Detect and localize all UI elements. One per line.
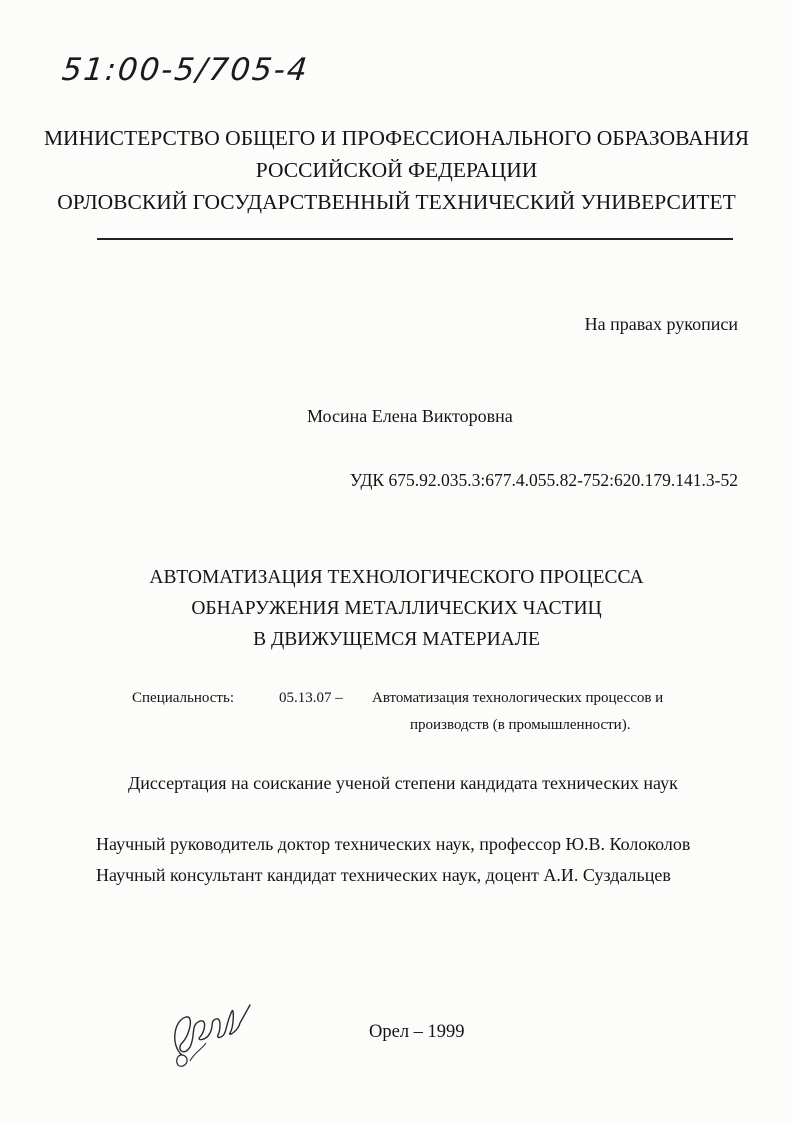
university-name: ОРЛОВСКИЙ ГОСУДАРСТВЕННЫЙ ТЕХНИЧЕСКИЙ УНИВЕРСИТЕТ [57, 190, 736, 214]
dissertation-statement: Диссертация на соискание ученой степени кандидата технических наук [128, 773, 678, 793]
specialty-name-line-2: производств (в промышленности). [410, 717, 631, 733]
scientific-supervisor: Научный руководитель доктор технических наук, профессор Ю.В. Колоколов [96, 834, 691, 854]
handwritten-registry-number: 51:00-5/705-4 [60, 52, 311, 88]
header-divider [97, 238, 733, 240]
thesis-title-line-3: В ДВИЖУЩЕМСЯ МАТЕРИАЛЕ [253, 629, 540, 650]
thesis-title-line-2: ОБНАРУЖЕНИЯ МЕТАЛЛИЧЕСКИХ ЧАСТИЦ [191, 598, 602, 619]
specialty-label: Специальность: [132, 690, 234, 706]
author-name: Мосина Елена Викторовна [307, 406, 513, 426]
udc-code: УДК 675.92.035.3:677.4.055.82-752:620.179.141.3-52 [349, 470, 738, 490]
handwritten-signature [160, 985, 260, 1075]
specialty-code: 05.13.07 – [279, 690, 343, 706]
scientific-consultant: Научный консультант кандидат технических наук, доцент А.И. Суздальцев [96, 865, 671, 885]
specialty-name-line-1: Автоматизация технологических процессов и [372, 690, 664, 706]
ministry-header-line-2: РОССИЙСКОЙ ФЕДЕРАЦИИ [255, 158, 538, 182]
city-and-year: Орел – 1999 [369, 1022, 465, 1042]
ministry-header-line-1: МИНИСТЕРСТВО ОБЩЕГО И ПРОФЕССИОНАЛЬНОГО ОБРАЗОВАНИЯ [43, 126, 750, 150]
thesis-title-line-1: АВТОМАТИЗАЦИЯ ТЕХНОЛОГИЧЕСКОГО ПРОЦЕССА [149, 567, 644, 588]
rights-note: На правах рукописи [584, 314, 738, 334]
